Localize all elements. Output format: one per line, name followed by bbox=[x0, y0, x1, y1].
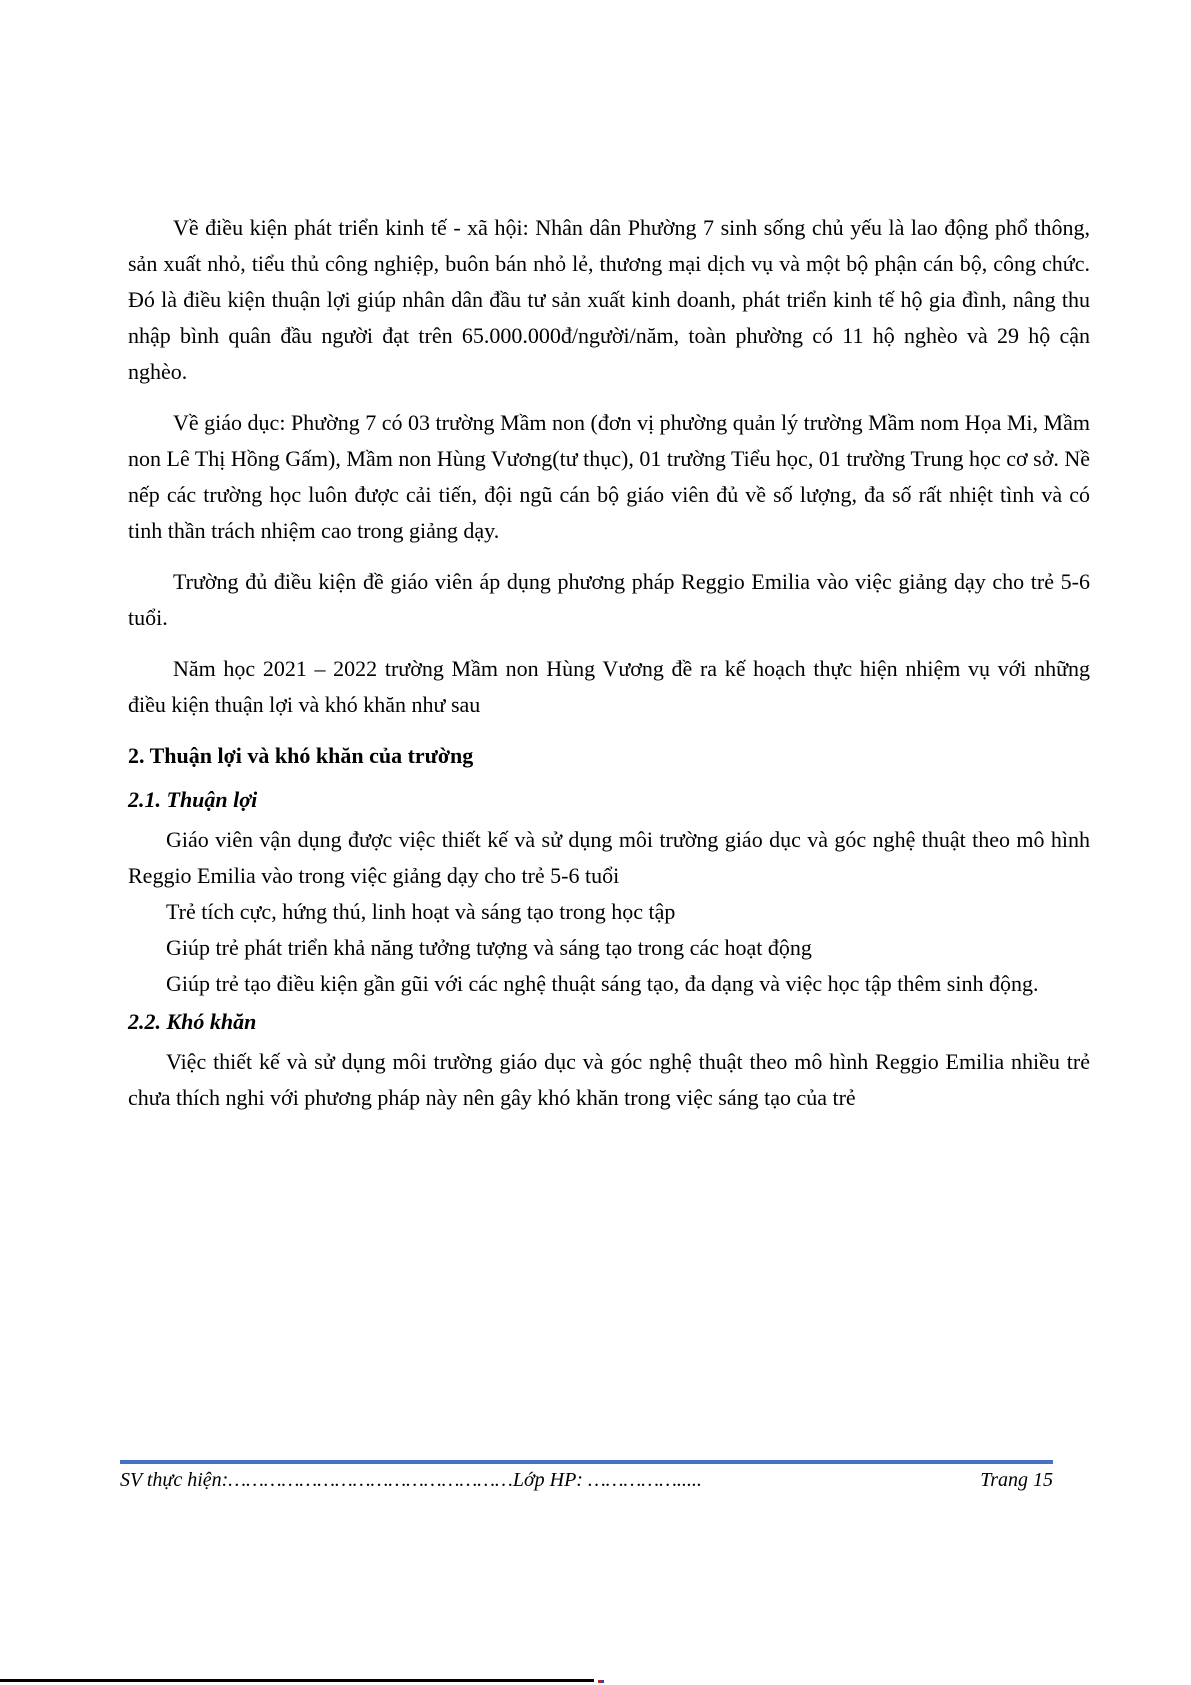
subsection-heading-2-1: 2.1. Thuận lợi bbox=[128, 787, 258, 812]
next-page-table-border bbox=[0, 1679, 594, 1682]
advantage-item-3: Giúp trẻ phát triển khả năng tưởng tượng và sáng tạo trong các hoạt động bbox=[166, 935, 812, 960]
advantage-item-1: Giáo viên vận dụng được việc thiết kế và sử dụng môi trường giáo dục và góc nghệ thuật theo mô hình Reggio Emilia vào trong việc giảng dạy cho trẻ 5-6 tuổi bbox=[128, 827, 1090, 888]
page-footer bbox=[120, 1460, 1053, 1493]
paragraph-economy: Về điều kiện phát triển kinh tế - xã hội: Nhân dân Phường 7 sinh sống chủ yếu là lao động phổ thông, sản xuất nhỏ, tiểu thủ công nghiệp, buôn bán nhỏ lẻ, thương mại dịch vụ và một bộ phận cán bộ, công chức. Đó là điều kiện thuận lợi giúp nhân dân đầu tư sản xuất kinh doanh, phát triển kinh tế hộ gia đình, nâng thu nhập bình quân đầu người đạt trên 65.000.000đ/người/năm, toàn phường có 11 hộ nghèo và 29 hộ cận nghèo. bbox=[128, 215, 1090, 384]
difficulty-paragraph: Việc thiết kế và sử dụng môi trường giáo dục và góc nghệ thuật theo mô hình Reggio Emilia nhiều trẻ chưa thích nghi với phương pháp này nên gây khó khăn trong việc sáng tạo của trẻ bbox=[128, 1049, 1090, 1110]
document-body bbox=[128, 210, 1090, 1116]
section-heading-2: 2. Thuận lợi và khó khăn của trường bbox=[128, 743, 474, 768]
paragraph-school-year-plan: Năm học 2021 – 2022 trường Mầm non Hùng Vương đề ra kế hoạch thực hiện nhiệm vụ với những điều kiện thuận lợi và khó khăn như sau bbox=[128, 656, 1090, 717]
subsection-heading-2-2: 2.2. Khó khăn bbox=[128, 1009, 257, 1034]
page-number: Trang 15 bbox=[980, 1469, 1053, 1491]
paragraph-school-conditions: Trường đủ điều kiện đề giáo viên áp dụng phương pháp Reggio Emilia vào việc giảng dạy cho trẻ 5-6 tuổi. bbox=[128, 569, 1090, 630]
paragraph-education: Về giáo dục: Phường 7 có 03 trường Mầm non (đơn vị phường quản lý trường Mầm nom Họa Mi, Mầm non Lê Thị Hồng Gấm), Mầm non Hùng Vương(tư thục), 01 trường Tiểu học, 01 trường Trung học cơ sở. Nề nếp các trường học luôn được cải tiến, đội ngũ cán bộ giáo viên đủ về số lượng, đa số rất nhiệt tình và có tinh thần trách nhiệm cao trong giảng dạy. bbox=[128, 410, 1090, 543]
advantage-item-4: Giúp trẻ tạo điều kiện gần gũi với các nghệ thuật sáng tạo, đa dạng và việc học tập thêm sinh động. bbox=[166, 971, 1039, 996]
bottom-edge-artifact bbox=[598, 1680, 604, 1683]
advantage-item-2: Trẻ tích cực, hứng thú, linh hoạt và sáng tạo trong học tập bbox=[166, 899, 676, 924]
footer-author-line: SV thực hiện:…………………………………………Lớp HP: ……………..... bbox=[120, 1469, 702, 1491]
